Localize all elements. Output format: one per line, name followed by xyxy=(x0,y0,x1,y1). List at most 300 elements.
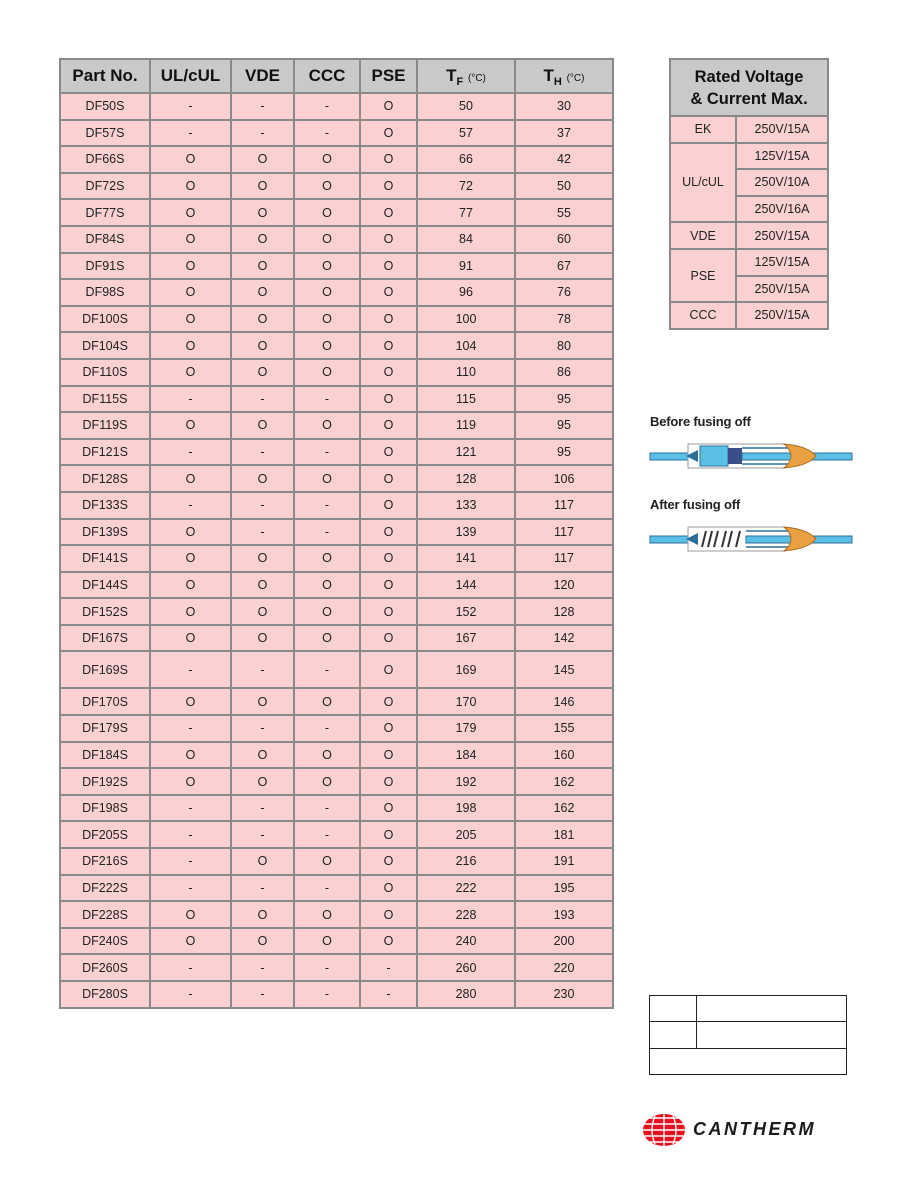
rating-label-vde: VDE xyxy=(670,222,736,249)
table-row xyxy=(60,768,613,795)
cell-vde: O xyxy=(231,848,294,875)
cell-th: 67 xyxy=(515,253,613,280)
cell-th: 95 xyxy=(515,412,613,439)
cell-ccc: - xyxy=(294,954,360,981)
cell-tf: 121 xyxy=(417,439,515,466)
cell-pse: O xyxy=(360,875,417,902)
table-row xyxy=(60,439,613,466)
cell-th: 181 xyxy=(515,821,613,848)
cell-tf: 133 xyxy=(417,492,515,519)
cell-ccc: O xyxy=(294,146,360,173)
cell-tf: 222 xyxy=(417,875,515,902)
cell-tf: 115 xyxy=(417,386,515,413)
cell-part-no: DF192S xyxy=(60,768,150,795)
table-row xyxy=(60,386,613,413)
cell-ul: - xyxy=(150,954,231,981)
header-th-sub: H xyxy=(553,76,562,88)
cell-pse: O xyxy=(360,199,417,226)
cell-ccc: - xyxy=(294,519,360,546)
rating-label-ek: EK xyxy=(670,116,736,143)
cell-th: 60 xyxy=(515,226,613,253)
cell-vde: O xyxy=(231,253,294,280)
cell-th: 142 xyxy=(515,625,613,652)
cell-th: 120 xyxy=(515,572,613,599)
header-ul: UL/cUL xyxy=(150,59,231,93)
cell-tf: 260 xyxy=(417,954,515,981)
cell-ul: O xyxy=(150,279,231,306)
cell-pse: O xyxy=(360,439,417,466)
cell-pse: O xyxy=(360,253,417,280)
cell-ccc: O xyxy=(294,332,360,359)
cell-th: 78 xyxy=(515,306,613,333)
parts-table xyxy=(59,58,614,1009)
cell-vde: O xyxy=(231,279,294,306)
cell-ul: O xyxy=(150,253,231,280)
cell-ccc: O xyxy=(294,572,360,599)
header-tf-unit: (°C) xyxy=(467,73,486,84)
cantherm-logo xyxy=(641,1113,861,1147)
cell-vde: O xyxy=(231,306,294,333)
header-ccc: CCC xyxy=(294,59,360,93)
cell-th: 55 xyxy=(515,199,613,226)
cell-th: 160 xyxy=(515,742,613,769)
header-th-unit: (°C) xyxy=(566,73,585,84)
table-row xyxy=(60,742,613,769)
cell-tf: 50 xyxy=(417,93,515,120)
cell-tf: 77 xyxy=(417,199,515,226)
header-part-no: Part No. xyxy=(60,59,150,93)
rating-row-ul xyxy=(670,143,828,170)
fuse-after-illustration xyxy=(648,517,858,561)
cell-pse: O xyxy=(360,173,417,200)
cell-vde: O xyxy=(231,465,294,492)
cell-tf: 57 xyxy=(417,120,515,147)
cell-part-no: DF179S xyxy=(60,715,150,742)
cell-ccc: - xyxy=(294,651,360,688)
cell-ul: O xyxy=(150,928,231,955)
cell-vde: O xyxy=(231,572,294,599)
cell-ccc: - xyxy=(294,795,360,822)
table-row xyxy=(60,492,613,519)
cell-tf: 128 xyxy=(417,465,515,492)
table-row xyxy=(60,120,613,147)
cell-ccc: O xyxy=(294,253,360,280)
cell-th: 146 xyxy=(515,688,613,715)
blank-box-divider xyxy=(696,996,697,1048)
cell-ccc: O xyxy=(294,598,360,625)
cell-tf: 228 xyxy=(417,901,515,928)
cell-ccc: O xyxy=(294,412,360,439)
cell-pse: O xyxy=(360,492,417,519)
cell-tf: 66 xyxy=(417,146,515,173)
cantherm-globe-icon xyxy=(641,1113,687,1147)
cell-ul: - xyxy=(150,93,231,120)
rating-value-ccc: 250V/15A xyxy=(736,302,828,329)
cell-ul: O xyxy=(150,146,231,173)
cell-ul: O xyxy=(150,598,231,625)
rating-row-ek xyxy=(670,116,828,143)
cell-pse: O xyxy=(360,306,417,333)
cell-vde: - xyxy=(231,386,294,413)
cell-pse: O xyxy=(360,625,417,652)
cell-tf: 110 xyxy=(417,359,515,386)
cell-pse: O xyxy=(360,120,417,147)
rating-title-line1: Rated Voltage xyxy=(694,67,804,86)
blank-box-divider xyxy=(650,1021,846,1022)
cell-pse: O xyxy=(360,93,417,120)
rating-table xyxy=(669,58,829,330)
cell-ccc: O xyxy=(294,768,360,795)
cell-pse: O xyxy=(360,821,417,848)
cell-th: 80 xyxy=(515,332,613,359)
cell-pse: - xyxy=(360,981,417,1008)
cell-ul: O xyxy=(150,572,231,599)
cell-tf: 100 xyxy=(417,306,515,333)
cell-th: 76 xyxy=(515,279,613,306)
cell-tf: 184 xyxy=(417,742,515,769)
cell-part-no: DF167S xyxy=(60,625,150,652)
cell-part-no: DF57S xyxy=(60,120,150,147)
cell-part-no: DF104S xyxy=(60,332,150,359)
cell-vde: O xyxy=(231,901,294,928)
cell-part-no: DF121S xyxy=(60,439,150,466)
cell-ccc: O xyxy=(294,226,360,253)
cell-ccc: O xyxy=(294,465,360,492)
cell-th: 200 xyxy=(515,928,613,955)
cell-th: 117 xyxy=(515,492,613,519)
cell-ccc: O xyxy=(294,306,360,333)
cell-th: 230 xyxy=(515,981,613,1008)
cell-tf: 167 xyxy=(417,625,515,652)
cell-pse: O xyxy=(360,279,417,306)
cell-vde: - xyxy=(231,651,294,688)
cell-ul: O xyxy=(150,173,231,200)
cell-pse: O xyxy=(360,332,417,359)
table-row xyxy=(60,821,613,848)
cell-ul: O xyxy=(150,901,231,928)
cell-part-no: DF119S xyxy=(60,412,150,439)
cell-tf: 192 xyxy=(417,768,515,795)
rating-value-pse-2: 250V/15A xyxy=(736,276,828,303)
rating-value-ek: 250V/15A xyxy=(736,116,828,143)
cell-ccc: O xyxy=(294,928,360,955)
table-row xyxy=(60,412,613,439)
cell-ccc: - xyxy=(294,120,360,147)
cell-vde: - xyxy=(231,715,294,742)
table-row xyxy=(60,519,613,546)
cell-vde: - xyxy=(231,981,294,1008)
cell-pse: O xyxy=(360,572,417,599)
table-row xyxy=(60,332,613,359)
rating-label-ccc: CCC xyxy=(670,302,736,329)
cell-tf: 152 xyxy=(417,598,515,625)
table-row xyxy=(60,598,613,625)
header-th-main: T xyxy=(543,66,554,85)
cell-tf: 96 xyxy=(417,279,515,306)
cell-th: 128 xyxy=(515,598,613,625)
rating-row-ccc xyxy=(670,302,828,329)
table-row xyxy=(60,306,613,333)
cell-tf: 141 xyxy=(417,545,515,572)
cell-ul: - xyxy=(150,981,231,1008)
cell-pse: O xyxy=(360,795,417,822)
blank-box-divider xyxy=(650,1048,846,1049)
cell-tf: 198 xyxy=(417,795,515,822)
cell-vde: O xyxy=(231,359,294,386)
cell-ccc: O xyxy=(294,625,360,652)
cell-ccc: O xyxy=(294,848,360,875)
cell-ul: - xyxy=(150,875,231,902)
cell-part-no: DF152S xyxy=(60,598,150,625)
cell-ul: O xyxy=(150,199,231,226)
cell-th: 30 xyxy=(515,93,613,120)
cell-tf: 104 xyxy=(417,332,515,359)
cell-pse: O xyxy=(360,928,417,955)
cell-ccc: O xyxy=(294,545,360,572)
cell-pse: O xyxy=(360,545,417,572)
cell-pse: O xyxy=(360,226,417,253)
header-tf-sub: F xyxy=(456,76,464,88)
cell-pse: - xyxy=(360,954,417,981)
cell-vde: O xyxy=(231,173,294,200)
cell-pse: O xyxy=(360,519,417,546)
cell-ul: - xyxy=(150,795,231,822)
table-row xyxy=(60,901,613,928)
cell-vde: - xyxy=(231,875,294,902)
table-row xyxy=(60,146,613,173)
cell-part-no: DF100S xyxy=(60,306,150,333)
cell-ul: O xyxy=(150,465,231,492)
cell-part-no: DF205S xyxy=(60,821,150,848)
cell-vde: - xyxy=(231,821,294,848)
after-fusing-label: After fusing off xyxy=(650,497,740,512)
cell-th: 220 xyxy=(515,954,613,981)
cell-pse: O xyxy=(360,146,417,173)
cell-ul: O xyxy=(150,306,231,333)
cell-vde: O xyxy=(231,768,294,795)
table-row xyxy=(60,199,613,226)
cell-tf: 280 xyxy=(417,981,515,1008)
cell-tf: 216 xyxy=(417,848,515,875)
cell-part-no: DF141S xyxy=(60,545,150,572)
header-pse: PSE xyxy=(360,59,417,93)
cell-ul: O xyxy=(150,412,231,439)
rating-value-ul-2: 250V/10A xyxy=(736,169,828,196)
table-row xyxy=(60,651,613,688)
cell-pse: O xyxy=(360,412,417,439)
rating-value-ul-3: 250V/16A xyxy=(736,196,828,223)
cell-th: 162 xyxy=(515,768,613,795)
cell-th: 106 xyxy=(515,465,613,492)
table-row xyxy=(60,625,613,652)
cell-th: 86 xyxy=(515,359,613,386)
cell-part-no: DF91S xyxy=(60,253,150,280)
cell-th: 117 xyxy=(515,519,613,546)
cell-ul: O xyxy=(150,742,231,769)
cell-vde: - xyxy=(231,795,294,822)
cell-th: 117 xyxy=(515,545,613,572)
rating-value-vde: 250V/15A xyxy=(736,222,828,249)
cell-th: 42 xyxy=(515,146,613,173)
cell-pse: O xyxy=(360,651,417,688)
cell-ccc: - xyxy=(294,93,360,120)
cell-pse: O xyxy=(360,848,417,875)
cell-vde: - xyxy=(231,492,294,519)
cell-ul: - xyxy=(150,651,231,688)
cell-vde: O xyxy=(231,545,294,572)
table-row xyxy=(60,253,613,280)
rating-title-line2: & Current Max. xyxy=(690,89,808,108)
cell-ul: - xyxy=(150,120,231,147)
table-row xyxy=(60,875,613,902)
cell-ccc: - xyxy=(294,386,360,413)
cell-vde: O xyxy=(231,598,294,625)
cell-vde: - xyxy=(231,439,294,466)
cell-vde: O xyxy=(231,625,294,652)
cell-th: 37 xyxy=(515,120,613,147)
rating-header-row xyxy=(670,59,828,116)
cell-tf: 169 xyxy=(417,651,515,688)
cantherm-logo-text: CANTHERM xyxy=(693,1119,816,1139)
cell-ccc: - xyxy=(294,821,360,848)
cell-ccc: - xyxy=(294,715,360,742)
cell-vde: - xyxy=(231,93,294,120)
cell-part-no: DF133S xyxy=(60,492,150,519)
cell-ul: O xyxy=(150,688,231,715)
table-row xyxy=(60,688,613,715)
cell-tf: 179 xyxy=(417,715,515,742)
cell-part-no: DF77S xyxy=(60,199,150,226)
cell-pse: O xyxy=(360,768,417,795)
cell-th: 193 xyxy=(515,901,613,928)
table-row xyxy=(60,981,613,1008)
table-row xyxy=(60,173,613,200)
header-th xyxy=(515,59,613,93)
cell-th: 95 xyxy=(515,386,613,413)
cell-vde: O xyxy=(231,742,294,769)
cell-ul: O xyxy=(150,625,231,652)
table-row xyxy=(60,795,613,822)
cell-vde: O xyxy=(231,332,294,359)
cell-th: 145 xyxy=(515,651,613,688)
cell-ul: - xyxy=(150,848,231,875)
cell-ccc: O xyxy=(294,359,360,386)
cell-pse: O xyxy=(360,465,417,492)
cell-th: 50 xyxy=(515,173,613,200)
table-row xyxy=(60,226,613,253)
cell-vde: O xyxy=(231,199,294,226)
cell-part-no: DF84S xyxy=(60,226,150,253)
fuse-before-illustration xyxy=(648,434,858,478)
cell-ul: O xyxy=(150,545,231,572)
table-row xyxy=(60,545,613,572)
cell-part-no: DF170S xyxy=(60,688,150,715)
rating-value-pse-1: 125V/15A xyxy=(736,249,828,276)
table-row xyxy=(60,928,613,955)
parts-table-body xyxy=(60,93,613,1008)
cell-tf: 91 xyxy=(417,253,515,280)
cell-part-no: DF169S xyxy=(60,651,150,688)
cell-pse: O xyxy=(360,598,417,625)
cell-part-no: DF240S xyxy=(60,928,150,955)
table-row xyxy=(60,954,613,981)
table-row xyxy=(60,465,613,492)
cell-tf: 139 xyxy=(417,519,515,546)
cell-th: 95 xyxy=(515,439,613,466)
cell-tf: 240 xyxy=(417,928,515,955)
table-row xyxy=(60,279,613,306)
cell-ul: - xyxy=(150,492,231,519)
header-tf xyxy=(417,59,515,93)
rating-title xyxy=(670,59,828,116)
cell-part-no: DF228S xyxy=(60,901,150,928)
cell-ccc: O xyxy=(294,742,360,769)
cell-ul: - xyxy=(150,439,231,466)
cell-ccc: O xyxy=(294,901,360,928)
cell-part-no: DF110S xyxy=(60,359,150,386)
cell-part-no: DF184S xyxy=(60,742,150,769)
cell-pse: O xyxy=(360,742,417,769)
cell-pse: O xyxy=(360,901,417,928)
cell-ccc: O xyxy=(294,199,360,226)
table-row xyxy=(60,359,613,386)
cell-tf: 84 xyxy=(417,226,515,253)
cell-part-no: DF144S xyxy=(60,572,150,599)
cell-part-no: DF72S xyxy=(60,173,150,200)
cell-ul: - xyxy=(150,821,231,848)
header-tf-main: T xyxy=(446,66,457,85)
cell-ul: O xyxy=(150,226,231,253)
cell-pse: O xyxy=(360,386,417,413)
cell-pse: O xyxy=(360,715,417,742)
blank-signature-box xyxy=(649,995,847,1075)
cell-part-no: DF50S xyxy=(60,93,150,120)
cell-part-no: DF260S xyxy=(60,954,150,981)
cell-ccc: - xyxy=(294,981,360,1008)
cell-part-no: DF216S xyxy=(60,848,150,875)
cell-ul: O xyxy=(150,359,231,386)
parts-header-row xyxy=(60,59,613,93)
cell-vde: O xyxy=(231,928,294,955)
cell-ul: O xyxy=(150,768,231,795)
cell-part-no: DF115S xyxy=(60,386,150,413)
cell-vde: - xyxy=(231,954,294,981)
cell-ccc: O xyxy=(294,688,360,715)
cell-ccc: - xyxy=(294,439,360,466)
cell-part-no: DF280S xyxy=(60,981,150,1008)
cell-ccc: - xyxy=(294,492,360,519)
cell-vde: O xyxy=(231,412,294,439)
header-vde: VDE xyxy=(231,59,294,93)
cell-vde: - xyxy=(231,120,294,147)
cell-part-no: DF198S xyxy=(60,795,150,822)
cell-th: 162 xyxy=(515,795,613,822)
cell-ul: - xyxy=(150,386,231,413)
cell-ul: - xyxy=(150,715,231,742)
cell-ul: O xyxy=(150,519,231,546)
cell-pse: O xyxy=(360,359,417,386)
rating-label-pse: PSE xyxy=(670,249,736,302)
table-row xyxy=(60,848,613,875)
table-row xyxy=(60,715,613,742)
cell-tf: 72 xyxy=(417,173,515,200)
cell-part-no: DF66S xyxy=(60,146,150,173)
rating-label-ul: UL/cUL xyxy=(670,143,736,223)
cell-vde: O xyxy=(231,146,294,173)
before-fusing-label: Before fusing off xyxy=(650,414,751,429)
cell-vde: O xyxy=(231,688,294,715)
cell-tf: 205 xyxy=(417,821,515,848)
